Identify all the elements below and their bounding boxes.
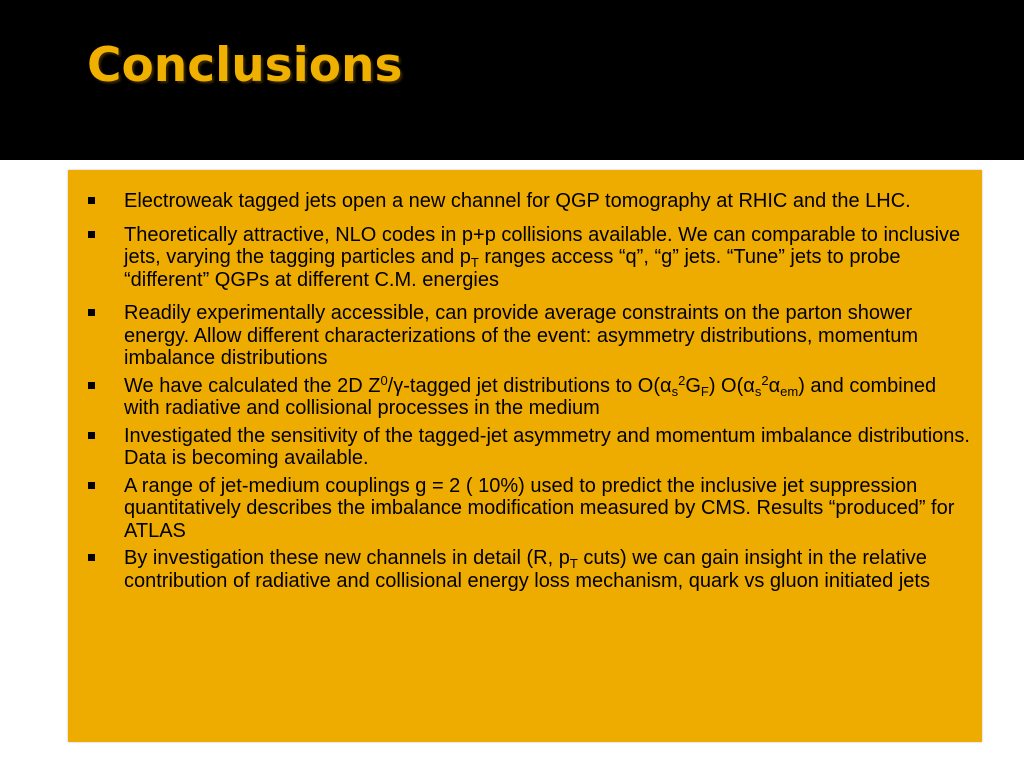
bullet-text: ) O(α xyxy=(708,374,755,397)
slide-title: Conclusions xyxy=(87,38,403,93)
bullet-text: Theoretically attractive, NLO codes in p+p collisions available. We can comparable to inclusive jets, varying the tagging particles and p xyxy=(124,223,961,268)
bullet-item xyxy=(88,302,970,370)
content-panel xyxy=(68,170,982,742)
bullet-text: Investigated the sensitivity of the tagged-jet asymmetry and momentum imbalance distributions. Data is becoming available. xyxy=(124,424,970,469)
bullet-item xyxy=(88,372,970,420)
bullet-text: Readily experimentally accessible, can provide average constraints on the parton shower energy. Allow different characterizations of the event: asymmetry distributions, momentum imbalance distributions xyxy=(124,302,919,369)
bullet-item xyxy=(88,425,970,470)
bullet-item xyxy=(88,547,970,592)
square-bullet-icon xyxy=(88,231,95,238)
superscript: 2 xyxy=(761,372,769,388)
bullet-item xyxy=(88,190,970,213)
bullet-list xyxy=(88,190,970,597)
bullet-text: Electroweak tagged jets open a new channel for QGP tomography at RHIC and the LHC. xyxy=(124,190,911,212)
square-bullet-icon xyxy=(88,382,95,389)
subscript: T xyxy=(470,255,479,270)
bullet-item xyxy=(88,224,970,292)
bullet-text: By investigation these new channels in detail (R, p xyxy=(124,547,570,569)
subscript: em xyxy=(780,383,799,399)
square-bullet-icon xyxy=(88,554,95,561)
subscript: s xyxy=(671,383,679,399)
bullet-item xyxy=(88,475,970,543)
bullet-text: G xyxy=(685,374,701,397)
bullet-text: α xyxy=(768,374,781,397)
bullet-text: ranges access “q”, “g” jets. “Tune” jets to probe “different” QGPs at different C.M. energies xyxy=(124,246,901,291)
title-bar xyxy=(0,0,1024,160)
subscript: s xyxy=(754,383,762,399)
superscript: 2 xyxy=(678,372,686,388)
square-bullet-icon xyxy=(88,432,95,439)
bullet-text: We have calculated the 2D Z xyxy=(124,374,381,397)
bullet-text: cuts) we can gain insight in the relative contribution of radiative and collisional energy loss mechanism, quark vs gluon initiated jets xyxy=(124,547,930,592)
bullet-text: A range of jet-medium couplings g = 2 ( 10%) used to predict the inclusive jet suppression quantitatively describes the imbalance modification measured by CMS. Results “produced” for ATLAS xyxy=(124,474,955,542)
square-bullet-icon xyxy=(88,482,95,489)
superscript: 0 xyxy=(380,372,388,388)
bullet-text: ) and combined with radiative and collisional processes in the medium xyxy=(124,374,937,419)
subscript: F xyxy=(700,383,709,399)
subscript: T xyxy=(569,556,578,571)
square-bullet-icon xyxy=(88,197,95,204)
square-bullet-icon xyxy=(88,309,95,316)
bullet-text: /γ-tagged jet distributions to O(α xyxy=(387,374,672,397)
